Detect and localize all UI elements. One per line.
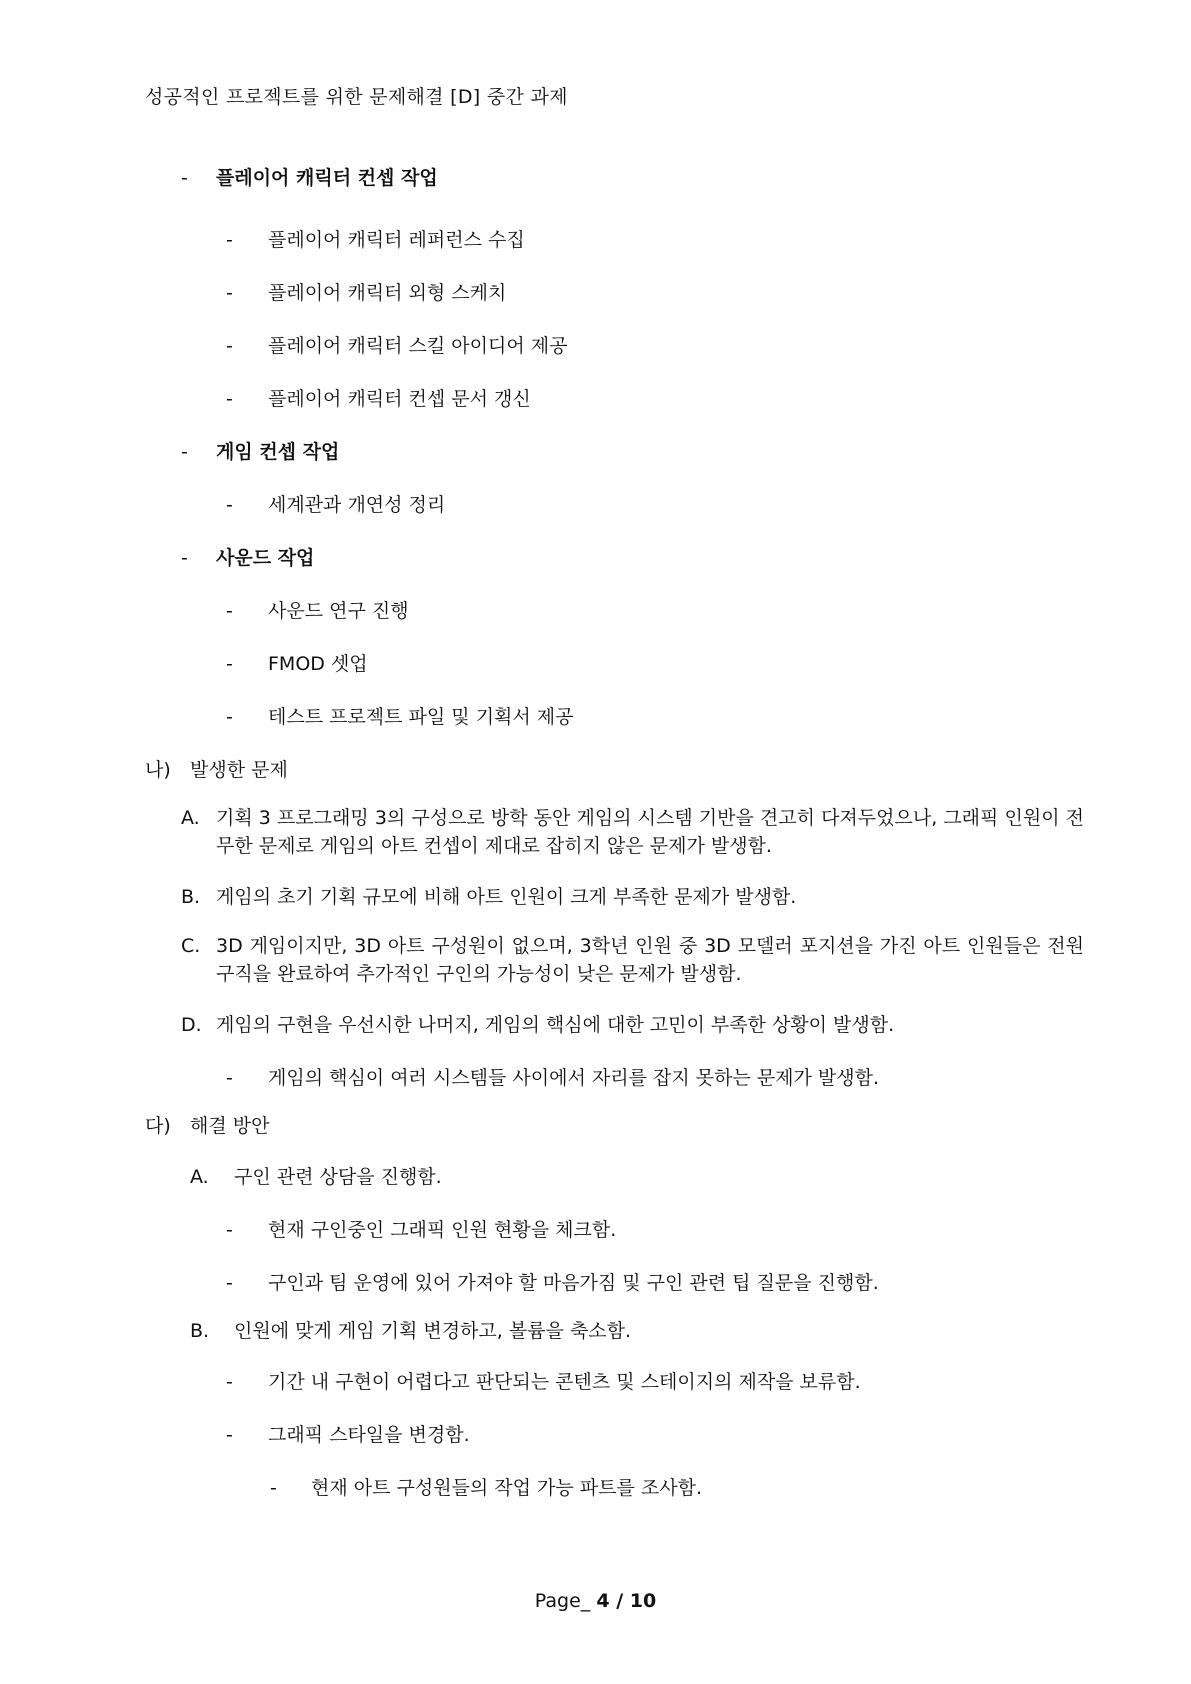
dash-bullet: - [226, 600, 233, 622]
dash-bullet: - [181, 547, 188, 569]
page-prefix: Page_ [534, 1590, 597, 1612]
problem-text: 3D 게임이지만, 3D 아트 구성원이 없으며, 3학년 인원 중 3D 모델러 포지션을 가진 아트 인원들은 전원 구직을 완료하여 추가적인 구인의 가능성이 낮은 문제가 발생함. [216, 935, 1084, 985]
item-marker: A. [190, 1166, 209, 1188]
dash-bullet: - [181, 167, 188, 189]
section-title-player-concept: 플레이어 캐릭터 컨셉 작업 [216, 167, 438, 189]
list-item: 플레이어 캐릭터 스킬 아이디어 제공 [268, 335, 568, 357]
list-item: 플레이어 캐릭터 외형 스케치 [268, 282, 507, 304]
section-title-game-concept: 게임 컨셉 작업 [216, 441, 340, 463]
list-item: 게임의 핵심이 여러 시스템들 사이에서 자리를 잡지 못하는 문제가 발생함. [268, 1067, 880, 1089]
list-item: 구인과 팀 운영에 있어 가져야 할 마음가짐 및 구인 관련 팁 질문을 진행함. [268, 1272, 879, 1294]
problem-text: 기획 3 프로그래밍 3의 구성으로 방학 동안 게임의 시스템 기반을 견고히 다져두었으나, 그래픽 인원이 전무한 문제로 게임의 아트 컨셉이 제대로 잡히지 않은 문제가 발생함. [216, 807, 1084, 857]
list-item: 기간 내 구현이 어렵다고 판단되는 콘텐츠 및 스테이지의 제작을 보류함. [268, 1371, 861, 1393]
section-heading-solutions: 해결 방안 [190, 1115, 270, 1137]
dash-bullet: - [226, 1067, 233, 1089]
dash-bullet: - [226, 1272, 233, 1294]
dash-bullet: - [270, 1477, 277, 1499]
section-heading-problems: 발생한 문제 [190, 759, 288, 781]
problem-text: 게임의 구현을 우선시한 나머지, 게임의 핵심에 대한 고민이 부족한 상황이 발생함. [216, 1014, 895, 1036]
list-item: 플레이어 캐릭터 레퍼런스 수집 [268, 229, 525, 251]
list-item: 현재 구인중인 그래픽 인원 현황을 체크함. [268, 1219, 617, 1241]
section-title-sound: 사운드 작업 [216, 547, 315, 569]
item-marker: B. [181, 886, 201, 908]
page-current: 4 [596, 1590, 610, 1612]
dash-bullet: - [226, 494, 233, 516]
item-marker: C. [181, 935, 201, 957]
section-marker-solutions: 다) [145, 1115, 171, 1137]
item-marker: A. [181, 807, 200, 829]
dash-bullet: - [226, 229, 233, 251]
item-marker: D. [181, 1014, 202, 1036]
list-item: 플레이어 캐릭터 컨셉 문서 갱신 [268, 388, 531, 410]
dash-bullet: - [226, 1424, 233, 1446]
document-header: 성공적인 프로젝트를 위한 문제해결 [D] 중간 과제 [145, 86, 568, 108]
dash-bullet: - [226, 282, 233, 304]
dash-bullet: - [181, 441, 188, 463]
item-marker: B. [190, 1320, 210, 1342]
list-item: 사운드 연구 진행 [268, 600, 409, 622]
dash-bullet: - [226, 1219, 233, 1241]
dash-bullet: - [226, 706, 233, 728]
list-item: 그래픽 스타일을 변경함. [268, 1424, 470, 1446]
list-item: 세계관과 개연성 정리 [268, 494, 446, 516]
solution-text: 인원에 맞게 게임 기획 변경하고, 볼륨을 축소함. [234, 1320, 632, 1342]
solution-text: 구인 관련 상담을 진행함. [234, 1166, 442, 1188]
dash-bullet: - [226, 335, 233, 357]
dash-bullet: - [226, 653, 233, 675]
page-footer [0, 1588, 1191, 1616]
list-item: FMOD 셋업 [268, 653, 368, 675]
dash-bullet: - [226, 1371, 233, 1393]
problem-text: 게임의 초기 기획 규모에 비해 아트 인원이 크게 부족한 문제가 발생함. [216, 886, 797, 908]
page-total: 10 [629, 1590, 657, 1612]
list-item: 현재 아트 구성원들의 작업 가능 파트를 조사함. [311, 1477, 703, 1499]
list-item: 테스트 프로젝트 파일 및 기획서 제공 [268, 706, 574, 728]
page-separator: / [609, 1590, 630, 1612]
dash-bullet: - [226, 388, 233, 410]
section-marker-problems: 나) [145, 759, 171, 781]
